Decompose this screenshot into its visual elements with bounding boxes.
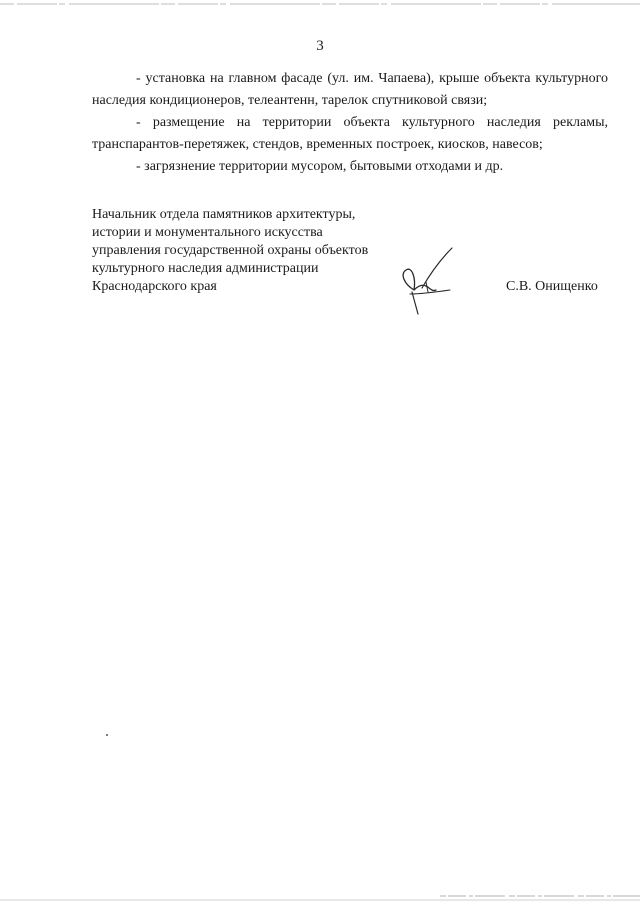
scan-edge-bottom — [0, 891, 640, 901]
signatory-position-line: истории и монументального искусства — [92, 225, 323, 240]
paragraph-item: - размещение на территории объекта культурного наследия рекламы, транспарантов-перетяжек, стендов, временных построек, киосков, навесов; — [92, 115, 608, 152]
body-text — [92, 68, 608, 178]
paragraph-item: - загрязнение территории мусором, бытовыми отходами и др. — [136, 159, 504, 174]
handwritten-signature — [392, 244, 458, 320]
signatory-position-line: Начальник отдела памятников архитектуры, — [92, 207, 356, 222]
scan-speck — [106, 734, 108, 736]
scan-edge-top — [0, 2, 640, 8]
signatory-position — [92, 206, 412, 296]
page-number: 3 — [316, 38, 324, 54]
signatory-position-line: культурного наследия администрации — [92, 261, 319, 276]
paragraph-item: - установка на главном фасаде (ул. им. Чапаева), крыше объекта культурного наследия кондиционеров, телеантенн, тарелок спутниковой связи; — [92, 71, 608, 108]
signatory-position-line: Краснодарского края — [92, 279, 217, 294]
signatory-position-line: управления государственной охраны объектов — [92, 243, 369, 258]
signer-name: С.В. Онищенко — [506, 279, 598, 294]
